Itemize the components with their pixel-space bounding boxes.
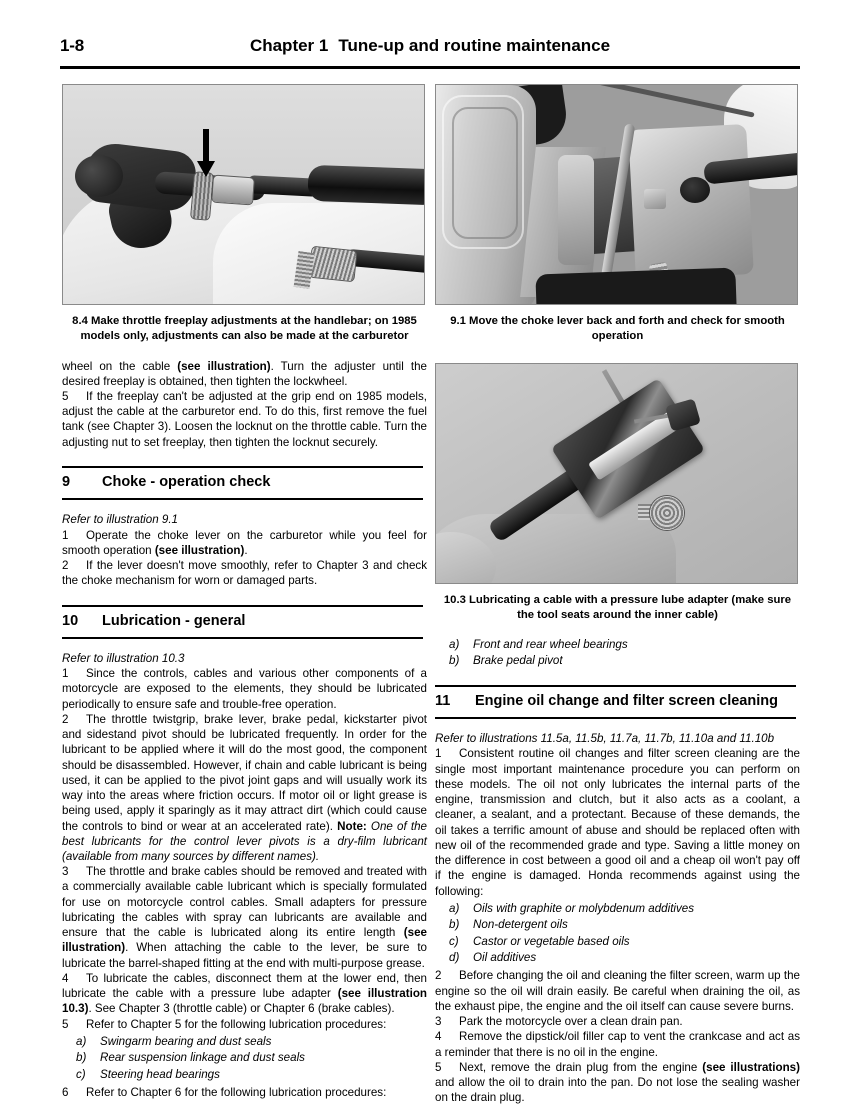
list-item	[435, 934, 800, 949]
page-header	[60, 36, 800, 62]
step-text: The throttle twistgrip, brake lever, brake pedal, kickstarter pivot and sidestand pivot should be lubricated frequently. In order for the lubricant to be applied where it will do the most good, the component should be disassembled. However, if chain and cable lubricant is being used, it can be applied to the pivot joint gaps and will usually work its way into the areas where friction occurs. If motor oil or light grease is being used, apply it sparingly as it may attract dirt (which could cause the controls to bind or wear at an accelerated rate).	[62, 712, 427, 833]
list-item-label: a)	[449, 901, 460, 915]
list-item	[62, 1034, 427, 1049]
paragraph-11-1	[435, 746, 800, 898]
list-item-text: Oil additives	[473, 951, 537, 965]
figure-10-3	[435, 363, 800, 624]
step-text-after: . See Chapter 3 (throttle cable) or Chapter 6 (brake cables).	[88, 1002, 395, 1016]
section-title-text: Lubrication - general	[102, 613, 246, 630]
list-item	[435, 917, 800, 932]
section-rule-bottom	[435, 717, 796, 719]
step-number: 2	[435, 969, 442, 983]
step-text: Operate the choke lever on the carburetor while you feel for smooth operation	[62, 528, 427, 557]
paragraph-11-4	[435, 1029, 800, 1059]
down-arrow-icon	[196, 129, 216, 177]
step-text-after: . When attaching the cable to the lever, be sure to lubricate the barrel-shaped fitting at the end with multi-purpose grease.	[62, 941, 427, 970]
section-11	[435, 685, 800, 1106]
left-intro-text	[62, 359, 427, 450]
step-number: 4	[435, 1030, 442, 1044]
paragraph-10-5	[62, 1017, 427, 1032]
step-text: To lubricate the cables, disconnect them at the lower end, then lubricate the cable with a pressure lube adapter	[62, 971, 427, 1001]
section-number: 10	[62, 613, 79, 630]
step-text: Before changing the oil and cleaning the filter screen, warm up the engine so the oil will drain easily. Be careful when draining the oil, as the exhaust pipe, the engine and the oil itself can cause severe burns.	[435, 969, 800, 1013]
list-item-text: Rear suspension linkage and dust seals	[100, 1051, 305, 1065]
section-9	[62, 466, 427, 589]
list-item	[62, 1050, 427, 1065]
section-10-body	[62, 651, 427, 1100]
list-item-label: d)	[449, 951, 460, 965]
section-rule-bottom	[62, 498, 423, 500]
lubrication-list-chapter-5	[62, 1034, 427, 1082]
step-number: 5	[62, 389, 69, 403]
paragraph-10-1	[62, 666, 427, 712]
paragraph-11-2	[435, 968, 800, 1014]
list-item-text: Non-detergent oils	[473, 918, 568, 932]
section-11-body	[435, 731, 800, 1105]
page-title	[60, 36, 800, 56]
photo-choke-lever-carburetor	[435, 84, 798, 305]
list-item-text: Brake pedal pivot	[473, 654, 563, 668]
step-number: 5	[62, 1017, 69, 1031]
see-illustration-bold: (see illustration)	[154, 543, 245, 557]
step-text: Refer to Chapter 5 for the following lubrication procedures:	[86, 1017, 387, 1031]
refer-line: Refer to illustrations 11.5a, 11.5b, 11.7a, 11.7b, 11.10a and 11.10b	[435, 732, 775, 746]
note-label: Note:	[337, 819, 367, 833]
list-item-label: b)	[449, 918, 460, 932]
section-9-title	[62, 468, 427, 498]
section-11-title	[435, 687, 800, 717]
list-item	[435, 637, 800, 652]
right-column	[435, 84, 800, 1106]
list-item-text: Swingarm bearing and dust seals	[100, 1034, 272, 1048]
step-number: 5	[435, 1060, 442, 1074]
see-illustrations-bold: (see illustrations)	[702, 1060, 800, 1074]
list-item	[435, 653, 800, 668]
figure-10-3-caption: 10.3 Lubricating a cable with a pressure lube adapter (make sure the tool seats around the inner cable)	[443, 593, 792, 621]
section-number: 9	[62, 474, 71, 491]
paragraph-step-5	[62, 389, 427, 450]
section-title-text: Engine oil change and filter screen cleaning	[475, 693, 778, 710]
step-text-after: .	[244, 543, 248, 557]
step-text: Next, remove the drain plug from the engine	[459, 1060, 703, 1074]
list-item-label: c)	[76, 1067, 86, 1081]
refer-line: Refer to illustration 9.1	[62, 513, 178, 527]
paragraph-9-1	[62, 528, 427, 558]
section-number: 11	[435, 693, 451, 710]
list-item-text: Castor or vegetable based oils	[473, 934, 630, 948]
section-title-text: Choke - operation check	[102, 474, 271, 491]
left-column	[62, 84, 427, 1100]
header-topic: Tune-up and routine maintenance	[338, 36, 611, 55]
step-text: Park the motorcycle over a clean drain pan.	[459, 1015, 683, 1029]
paragraph-10-3	[62, 864, 427, 971]
step-text: If the freeplay can't be adjusted at the grip end on 1985 models, adjust the cable at the carburetor end. To do this, first remove the fuel tank (see Chapter 3). Loosen the locknut on the throttle cable. Turn the adjusting nut to set freeplay, then tighten the locknut securely.	[62, 389, 427, 449]
step-number: 3	[62, 865, 69, 879]
continued-part1: wheel on the cable	[62, 359, 178, 373]
step-text: If the lever doesn't move smoothly, refer to Chapter 3 and check the choke mechanism for worn or damaged parts.	[62, 559, 427, 588]
paragraph-11-3	[435, 1014, 800, 1029]
list-item	[62, 1067, 427, 1082]
figure-8-4	[62, 84, 427, 345]
figure-9-1	[435, 84, 800, 345]
photo-throttle-freeplay-adjuster	[62, 84, 425, 305]
list-item-label: a)	[76, 1034, 87, 1048]
step-number: 6	[62, 1086, 69, 1100]
see-illustration-bold: (see illustration 10.3)	[62, 987, 427, 1016]
section-10	[62, 605, 427, 1101]
step-number: 1	[435, 747, 442, 761]
lubrication-list-chapter-6	[435, 637, 800, 669]
section-9-body	[62, 512, 427, 588]
paragraph-10-4	[62, 971, 427, 1017]
section-10-title	[62, 607, 427, 637]
photo-pressure-lube-adapter	[435, 363, 798, 584]
list-item-label: b)	[449, 654, 460, 668]
header-chapter: Chapter 1	[249, 36, 329, 55]
step-number: 1	[62, 528, 69, 542]
header-rule	[60, 66, 800, 69]
paragraph-10-6	[62, 1085, 427, 1100]
list-item-label: c)	[449, 934, 459, 948]
page-number: 1-8	[60, 36, 84, 55]
list-item-text: Front and rear wheel bearings	[473, 638, 628, 651]
step-text: Remove the dipstick/oil filler cap to vent the crankcase and act as a reminder that there is no oil in the engine.	[435, 1030, 800, 1059]
step-text: Consistent routine oil changes and filter screen cleaning are the single most important maintenance procedure you can perform on these models. The oil not only lubricates the internal parts of the engine, transmission and clutch, but it also acts as a coolant, a cleaner, a sealant, and a protectant. Because of these demands, the oil takes a terrific amount of abuse and should be replaced often with new oil of the recommended grade and type. Saving a little money on the difference in cost between a good oil and a cheap oil won't pay off if the engine is damaged. Honda recommends against using the following:	[435, 747, 800, 898]
step-number: 2	[62, 559, 69, 573]
see-illustration-bold: (see illustration)	[62, 926, 427, 955]
paragraph-10-2	[62, 712, 427, 864]
step-number: 2	[62, 712, 69, 726]
continued-part2: . Turn the adjuster until the desired freeplay is obtained, then tighten the lockwheel.	[62, 359, 428, 388]
step-text: The throttle and brake cables should be removed and treated with a commercially available cable lubricant which is specially formulated for use on motorcycle control cables. Small adapters for pressure lubricating the cables with spray can lubricants are available and ensure that the cable is lubricated along its entire length	[62, 865, 427, 940]
paragraph-continued	[62, 359, 427, 389]
see-illustration-bold: (see illustration)	[177, 359, 271, 373]
list-item-text: Oils with graphite or molybdenum additives	[473, 901, 695, 915]
list-item-text: Steering head bearings	[100, 1067, 220, 1081]
step-text: Refer to Chapter 6 for the following lubrication procedures:	[86, 1086, 387, 1100]
step-text-after: and allow the oil to drain into the pan. Do not lose the sealing washer on the drain plug.	[435, 1076, 800, 1105]
section-rule-bottom	[62, 637, 423, 639]
step-number: 3	[435, 1015, 442, 1029]
paragraph-9-2	[62, 558, 427, 588]
refer-line: Refer to illustration 10.3	[62, 651, 185, 665]
step-number: 1	[62, 667, 69, 681]
step-text: Since the controls, cables and various other components of a motorcycle are exposed to the elements, they should be lubricated periodically to ensure safe and trouble-free operation.	[62, 667, 427, 711]
figure-8-4-caption: 8.4 Make throttle freeplay adjustments at the handlebar; on 1985 models only, adjustments can also be made at the carburetor	[72, 315, 417, 343]
oil-avoid-list	[435, 901, 800, 966]
list-item	[435, 950, 800, 965]
note-text: One of the best lubricants for the control lever pivots is a dry-film lubricant (available from many sources by different names).	[62, 819, 427, 863]
paragraph-11-5	[435, 1060, 800, 1106]
list-item	[435, 901, 800, 916]
step-number: 4	[62, 971, 69, 985]
list-item-label: a)	[449, 638, 460, 651]
list-item-label: b)	[76, 1051, 87, 1065]
figure-9-1-caption: 9.1 Move the choke lever back and forth and check for smooth operation	[450, 315, 785, 343]
